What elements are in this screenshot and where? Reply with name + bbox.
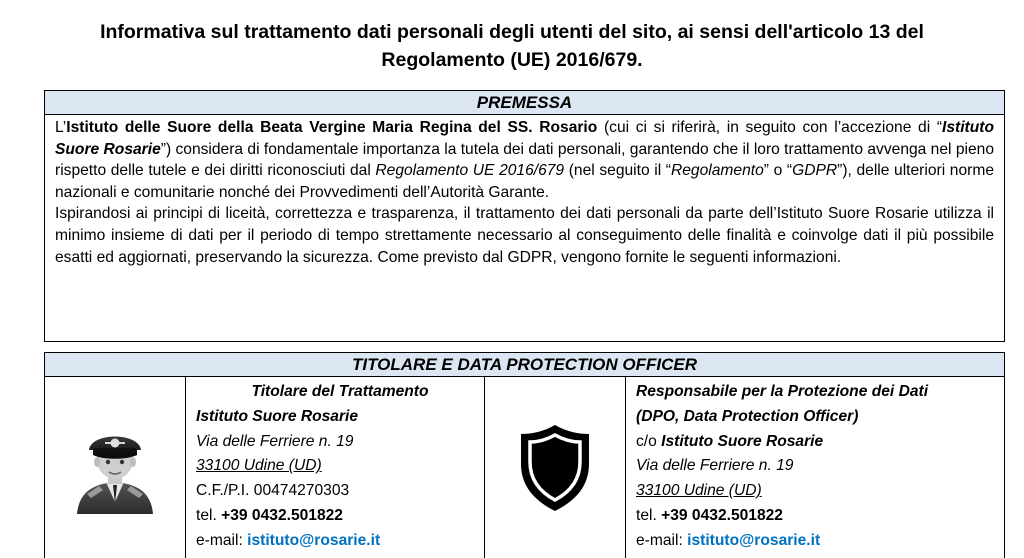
dpo-heading-2: (DPO, Data Protection Officer) (636, 407, 859, 425)
email-prefix: e-mail: (636, 531, 688, 549)
titolare-details (186, 377, 485, 558)
dpo-org: Istituto Suore Rosarie (661, 432, 824, 450)
gdpr-word: GDPR (792, 162, 838, 180)
contacts-grid (45, 377, 1004, 558)
titolare-org: Istituto Suore Rosarie (196, 407, 359, 425)
regulation-reference: Regolamento UE 2016/679 (375, 162, 565, 180)
document-title (0, 18, 1024, 74)
dpo-city-line (636, 479, 1004, 504)
text-run: (cui ci si riferirà, in seguito con l’accezione di “ (597, 119, 943, 136)
titolare-phone-line (196, 504, 484, 529)
org-short-name: Istituto Suore Rosarie (55, 119, 994, 158)
dpo-email-line (636, 529, 1004, 554)
dpo-details (626, 377, 1004, 558)
text-run: (nel seguito il “ (564, 162, 671, 180)
text-run: ”) considera di fondamentale importanza la tutela dei dati personali, garantendo che il loro trattamento avvenga nel pieno rispetto delle tutele e dei diritti riconosciuti dal (55, 140, 994, 180)
titolare-vat: C.F./P.I. 00474270303 (196, 482, 350, 500)
titolare-city-line (196, 454, 484, 479)
titolare-heading: Titolare del Trattamento (251, 383, 429, 400)
premessa-paragraph-2: Ispirandosi ai principi di liceità, correttezza e trasparenza, il trattamento dei dati personali da parte dell’Istituto Suore Rosarie utilizza il minimo insieme di dati per il periodo di tempo strettamente necessario al conseguimento delle finalità e coinvolge dati il più possibile esatti ed aggiornati, preservando la sicurezza. Come previsto dal GDPR, vengono fornite le seguenti informazioni. (55, 205, 994, 266)
text-run: ”), delle ulteriori norme nazionali e comunitarie nonché dei Provvedimenti dell’Autorità Garante. (55, 162, 994, 201)
titolare-icon-cell (45, 377, 186, 558)
phone-prefix: tel. (196, 506, 222, 524)
title-line-2: Regolamento (UE) 2016/679. (381, 49, 643, 71)
dpo-heading-1: Responsabile per la Protezione dei Dati (636, 383, 929, 400)
text-run: ” o “ (763, 162, 793, 180)
dpo-phone-line (636, 504, 1004, 529)
premessa-section (44, 90, 1005, 342)
dpo-icon-cell (485, 377, 626, 558)
premessa-paragraph-1 (55, 117, 994, 203)
officer-avatar-icon (73, 422, 157, 514)
phone-prefix: tel. (636, 506, 662, 524)
premessa-body (45, 115, 1004, 268)
dpo-city: 33100 Udine (UD) (636, 482, 762, 500)
premessa-header: PREMESSA (45, 91, 1004, 115)
title-line-1: Informativa sul trattamento dati personali degli utenti del sito, ai sensi dell'articolo 13 del (100, 21, 924, 43)
titolare-dpo-section (44, 352, 1005, 558)
titolare-email-link[interactable]: istituto@rosarie.it (247, 531, 381, 549)
dpo-street: Via delle Ferriere n. 19 (636, 457, 794, 475)
regulation-word: Regolamento (671, 162, 764, 180)
titolare-street: Via delle Ferriere n. 19 (196, 432, 354, 450)
titolare-email-line (196, 529, 484, 554)
titolare-city: 33100 Udine (UD) (196, 457, 322, 475)
titolare-phone: +39 0432.501822 (221, 506, 343, 524)
text-run: L’ (55, 119, 67, 136)
titolare-dpo-header: TITOLARE E DATA PROTECTION OFFICER (45, 353, 1004, 377)
dpo-email-link[interactable]: istituto@rosarie.it (687, 531, 821, 549)
org-full-name: Istituto delle Suore della Beata Vergine Maria Regina del SS. Rosario (66, 119, 598, 136)
co-prefix: c/o (636, 432, 662, 450)
dpo-phone: +39 0432.501822 (661, 506, 783, 524)
email-prefix: e-mail: (196, 531, 248, 549)
shield-icon (517, 422, 593, 514)
dpo-co-line (636, 430, 1004, 455)
